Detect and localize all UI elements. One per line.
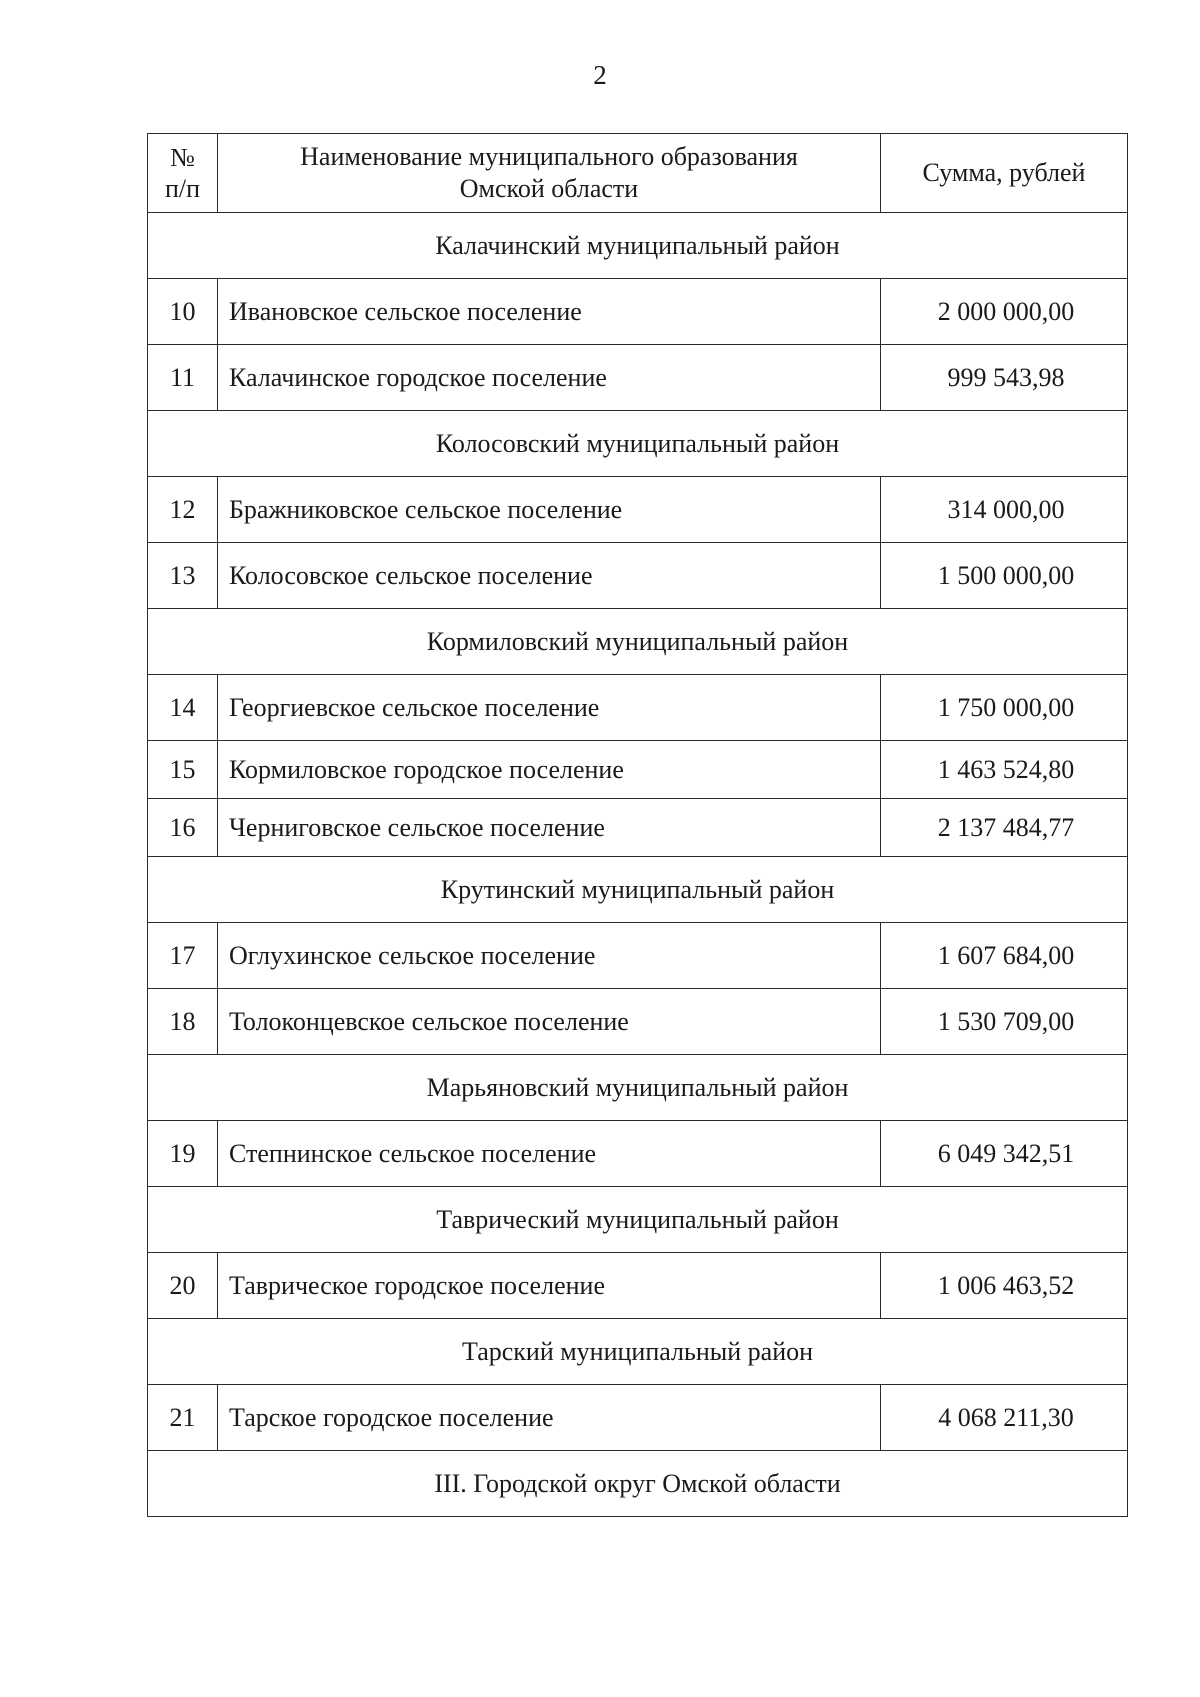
- district-name: Кормиловский муниципальный район: [148, 609, 1128, 675]
- table-row: [148, 1253, 1128, 1319]
- row-name: Бражниковское сельское поселение: [218, 477, 881, 543]
- row-name: Тарское городское поселение: [218, 1385, 881, 1451]
- row-name: Кормиловское городское поселение: [218, 741, 881, 799]
- table-row: [148, 345, 1128, 411]
- district-row: [148, 609, 1128, 675]
- district-row: [148, 857, 1128, 923]
- district-row: [148, 1187, 1128, 1253]
- section-heading: III. Городской округ Омской области: [148, 1451, 1128, 1517]
- table-row: [148, 741, 1128, 799]
- row-sum: 314 000,00: [881, 477, 1128, 543]
- district-name: Таврический муниципальный район: [148, 1187, 1128, 1253]
- header-name-line1: Наименование муниципального образования: [300, 142, 798, 171]
- district-name: Крутинский муниципальный район: [148, 857, 1128, 923]
- district-name: Колосовский муниципальный район: [148, 411, 1128, 477]
- row-sum: 2 000 000,00: [881, 279, 1128, 345]
- row-number: 12: [148, 477, 218, 543]
- row-number: 10: [148, 279, 218, 345]
- table-row: [148, 1385, 1128, 1451]
- row-sum: 999 543,98: [881, 345, 1128, 411]
- row-name: Оглухинское сельское поселение: [218, 923, 881, 989]
- allocation-table: [147, 133, 1128, 1517]
- row-name: Толоконцевское сельское поселение: [218, 989, 881, 1055]
- page-number: 2: [593, 60, 607, 90]
- row-number: 21: [148, 1385, 218, 1451]
- row-sum: 1 500 000,00: [881, 543, 1128, 609]
- district-name: Тарский муниципальный район: [148, 1319, 1128, 1385]
- row-name: Калачинское городское поселение: [218, 345, 881, 411]
- row-number: 16: [148, 799, 218, 857]
- row-sum: 1 006 463,52: [881, 1253, 1128, 1319]
- table-row: [148, 675, 1128, 741]
- row-name: Таврическое городское поселение: [218, 1253, 881, 1319]
- district-name: Марьяновский муниципальный район: [148, 1055, 1128, 1121]
- table-row: [148, 923, 1128, 989]
- district-row: [148, 411, 1128, 477]
- row-number: 19: [148, 1121, 218, 1187]
- district-row: [148, 1319, 1128, 1385]
- row-sum: 1 607 684,00: [881, 923, 1128, 989]
- table-row: [148, 477, 1128, 543]
- row-name: Степнинское сельское поселение: [218, 1121, 881, 1187]
- district-name: Калачинский муниципальный район: [148, 213, 1128, 279]
- row-number: 20: [148, 1253, 218, 1319]
- header-number-line2: п/п: [164, 174, 201, 203]
- row-sum: 4 068 211,30: [881, 1385, 1128, 1451]
- table-header-row: [148, 134, 1128, 213]
- table-row: [148, 543, 1128, 609]
- section-heading-row: [148, 1451, 1128, 1517]
- district-row: [148, 213, 1128, 279]
- table-row: [148, 799, 1128, 857]
- table-row: [148, 1121, 1128, 1187]
- row-sum: 1 530 709,00: [881, 989, 1128, 1055]
- row-number: 11: [148, 345, 218, 411]
- row-name: Ивановское сельское поселение: [218, 279, 881, 345]
- table-row: [148, 989, 1128, 1055]
- row-name: Колосовское сельское поселение: [218, 543, 881, 609]
- row-number: 15: [148, 741, 218, 799]
- header-number-line1: №: [170, 143, 195, 172]
- row-number: 13: [148, 543, 218, 609]
- table-row: [148, 279, 1128, 345]
- district-row: [148, 1055, 1128, 1121]
- row-name: Георгиевское сельское поселение: [218, 675, 881, 741]
- row-sum: 2 137 484,77: [881, 799, 1128, 857]
- row-name: Черниговское сельское поселение: [218, 799, 881, 857]
- header-number: [148, 134, 218, 213]
- row-sum: 1 463 524,80: [881, 741, 1128, 799]
- header-name-line2: Омской области: [459, 174, 639, 203]
- row-sum: 1 750 000,00: [881, 675, 1128, 741]
- header-sum: Сумма, рублей: [881, 134, 1128, 213]
- row-sum: 6 049 342,51: [881, 1121, 1128, 1187]
- row-number: 17: [148, 923, 218, 989]
- row-number: 18: [148, 989, 218, 1055]
- header-name: [218, 134, 881, 213]
- row-number: 14: [148, 675, 218, 741]
